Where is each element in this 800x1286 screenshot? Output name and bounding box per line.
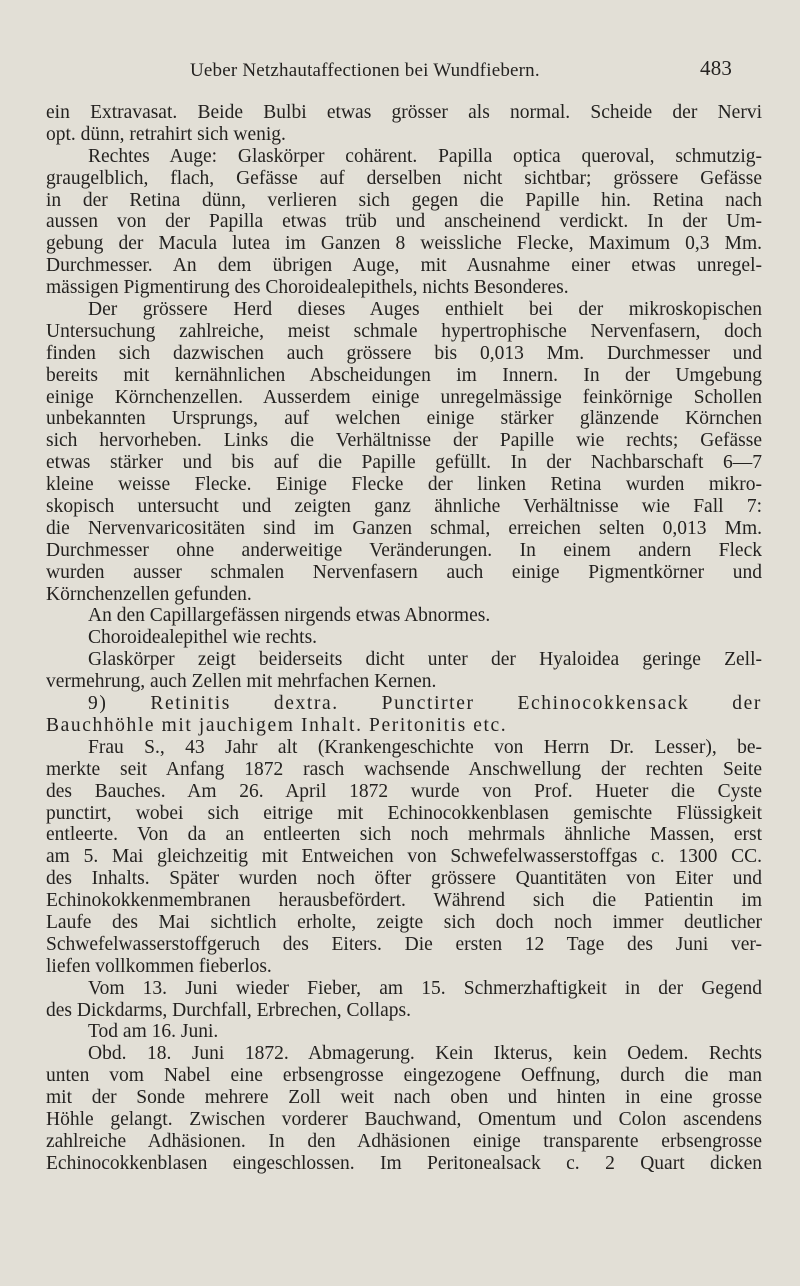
text-line: gebung der Macula lutea im Ganzen 8 weissliche Flecke, Maximum 0,3 Mm. xyxy=(46,233,762,255)
running-title: Ueber Netzhautaffectionen bei Wundfiebern. xyxy=(190,60,540,81)
text-line: unbekannten Ursprungs, auf welchen einige stärker glänzende Körnchen xyxy=(46,408,762,430)
text-line: des Dickdarms, Durchfall, Erbrechen, Collaps. xyxy=(46,999,411,1021)
text-line: Rechtes Auge: Glaskörper cohärent. Papilla optica queroval, schmutzig- xyxy=(88,145,762,167)
text-line: wurden ausser schmalen Nervenfasern auch einige Pigmentkörner und xyxy=(46,561,762,583)
page-number: 483 xyxy=(700,56,733,80)
text-line: zahlreiche Adhäsionen. In den Adhäsionen einige transparente erbsengrosse xyxy=(46,1130,762,1152)
text-line: Frau S., 43 Jahr alt (Krankengeschichte von Herrn Dr. Lesser), be- xyxy=(88,736,762,758)
text-line: Tod am 16. Juni. xyxy=(88,1021,219,1043)
text-line: die Nervenvaricositäten sind im Ganzen schmal, erreichen selten 0,013 Mm. xyxy=(46,517,762,539)
text-line: mit der Sonde mehrere Zoll weit nach oben und hinten in eine grosse xyxy=(46,1087,762,1109)
text-line: in der Retina dünn, verlieren sich gegen die Papille hin. Retina nach xyxy=(46,189,762,211)
text-line: An den Capillargefässen nirgends etwas Abnormes. xyxy=(88,605,491,627)
text-line: opt. dünn, retrahirt sich wenig. xyxy=(46,123,286,145)
text-line: des Inhalts. Später wurden noch öfter grössere Quantitäten von Eiter und xyxy=(46,868,762,890)
text-line: Echinokokkenmembranen herausbefördert. Während sich die Patientin im xyxy=(46,890,762,912)
text-line: finden sich dazwischen auch grössere bis 0,013 Mm. Durchmesser und xyxy=(46,342,762,364)
text-line: mässigen Pigmentirung des Choroidealepithels, nichts Besonderes. xyxy=(46,277,569,299)
case-heading: Bauchhöhle mit jauchigem Inhalt. Peritonitis etc. xyxy=(46,714,508,736)
text-line: am 5. Mai gleichzeitig mit Entweichen von Schwefelwasserstoffgas c. 1300 CC. xyxy=(46,846,762,868)
text-line: Glaskörper zeigt beiderseits dicht unter der Hyaloidea geringe Zell- xyxy=(88,649,762,671)
text-line: bereits mit kernähnlichen Abscheidungen im Innern. In der Umgebung xyxy=(46,364,762,386)
text-line: punctirt, wobei sich eitrige mit Echinocokkenblasen gemischte Flüssigkeit xyxy=(46,802,762,824)
text-line: Laufe des Mai sichtlich erholte, zeigte sich doch noch immer deutlicher xyxy=(46,911,762,933)
text-line: des Bauches. Am 26. April 1872 wurde von Prof. Hueter die Cyste xyxy=(46,780,762,802)
text-line: Höhle gelangt. Zwischen vorderer Bauchwand, Omentum und Colon ascendens xyxy=(46,1108,762,1130)
text-line: Choroidealepithel wie rechts. xyxy=(88,627,318,649)
running-head xyxy=(0,56,800,86)
text-line: Untersuchung zahlreiche, meist schmale hypertrophische Nervenfasern, doch xyxy=(46,320,762,342)
text-line: ein Extravasat. Beide Bulbi etwas grösser als normal. Scheide der Nervi xyxy=(46,102,762,123)
text-line: Schwefelwasserstoffgeruch des Eiters. Die ersten 12 Tage des Juni ver- xyxy=(46,933,762,955)
text-line: skopisch untersucht und zeigten ganz ähnliche Verhältnisse wie Fall 7: xyxy=(46,496,762,518)
text-line: Der grössere Herd dieses Auges enthielt bei der mikroskopischen xyxy=(88,299,762,321)
text-line: Durchmesser. An dem übrigen Auge, mit Ausnahme einer etwas unregel- xyxy=(46,255,762,277)
text-line: Echinocokkenblasen eingeschlossen. Im Peritonealsack c. 2 Quart dicken xyxy=(46,1152,762,1174)
text-line: merkte seit Anfang 1872 rasch wachsende Anschwellung der rechten Seite xyxy=(46,758,762,780)
text-line: entleerte. Von da an entleerten sich noch mehrmals ähnliche Massen, erst xyxy=(46,824,762,846)
text-line: Vom 13. Juni wieder Fieber, am 15. Schmerzhaftigkeit in der Gegend xyxy=(88,977,762,999)
text-line: Obd. 18. Juni 1872. Abmagerung. Kein Ikterus, kein Oedem. Rechts xyxy=(88,1043,762,1065)
text-line: einige Körnchenzellen. Ausserdem einige unregelmässige feinkörnige Schollen xyxy=(46,386,762,408)
text-line: Körnchenzellen gefunden. xyxy=(46,583,252,605)
text-line xyxy=(46,1175,762,1197)
text-line: etwas stärker und bis auf die Papille gefüllt. In der Nachbarschaft 6—7 xyxy=(46,452,762,474)
text-line: sich hervorheben. Links die Verhältnisse der Papille wie rechts; Gefässe xyxy=(46,430,762,452)
text-line: vermehrung, auch Zellen mit mehrfachen Kernen. xyxy=(46,671,437,693)
case-heading: 9) Retinitis dextra. Punctirter Echinocokkensack der xyxy=(88,693,762,715)
body-text xyxy=(46,102,762,1197)
text-line: unten vom Nabel eine erbsengrosse eingezogene Oeffnung, durch die man xyxy=(46,1065,762,1087)
text-line: Durchmesser ohne anderweitige Veränderungen. In einem andern Fleck xyxy=(46,539,762,561)
text-line: aussen von der Papilla etwas trüb und anscheinend verdickt. In der Um- xyxy=(46,211,762,233)
text-line: liefen vollkommen fieberlos. xyxy=(46,955,272,977)
text-line: kleine weisse Flecke. Einige Flecke der linken Retina wurden mikro- xyxy=(46,474,762,496)
text-line: graugelblich, flach, Gefässe auf derselben nicht sichtbar; grössere Gefässe xyxy=(46,167,762,189)
